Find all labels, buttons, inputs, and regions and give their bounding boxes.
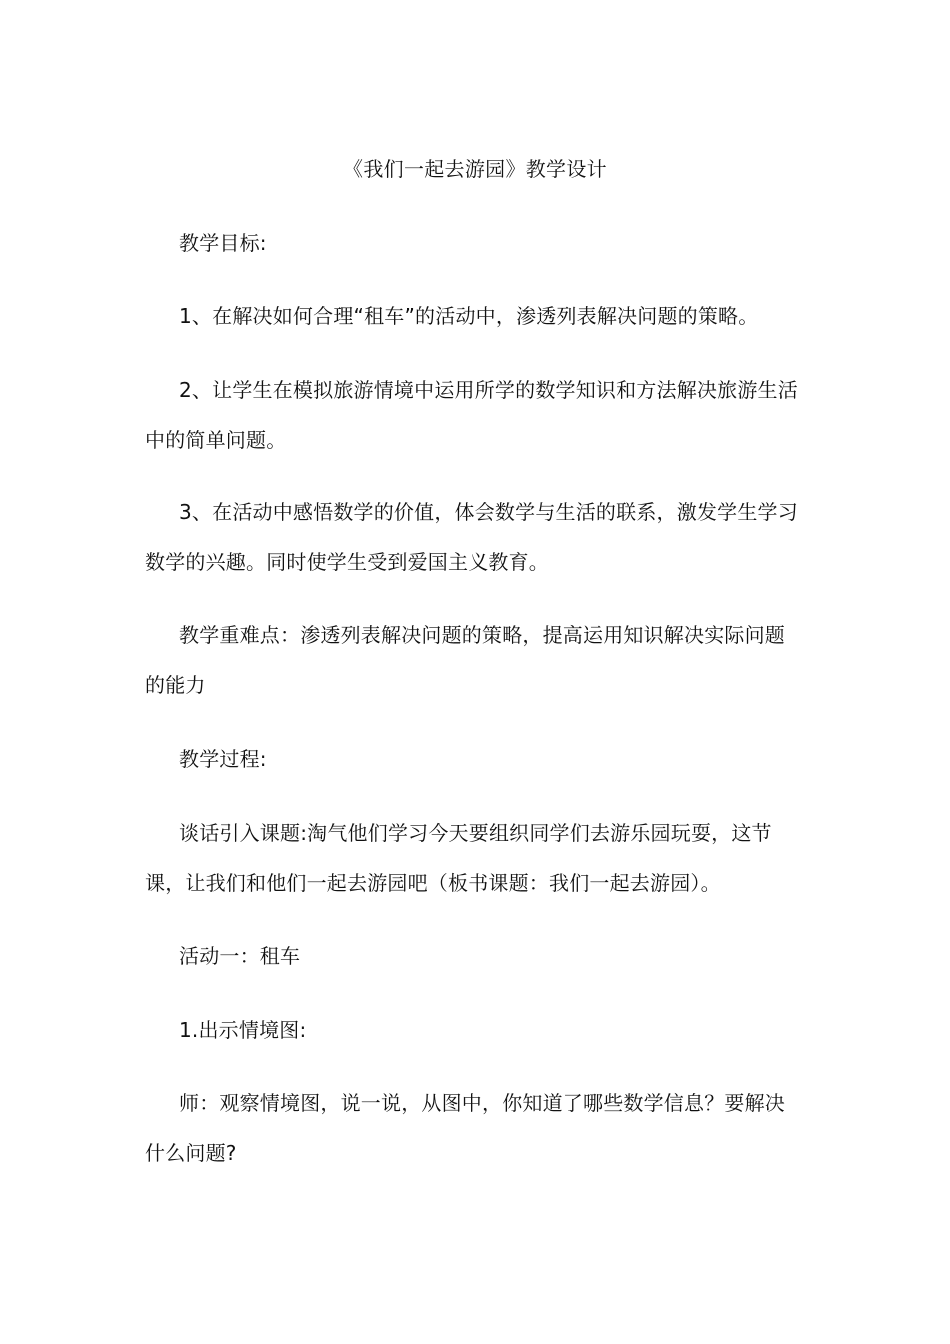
document-title: 《我们一起去游园》教学设计	[343, 157, 607, 181]
goal-item-1: 1、在解决如何合理“租车”的活动中，渗透列表解决问题的策略。	[179, 304, 759, 328]
intro-paragraph: 谈话引入课题:淘气他们学习今天要组织同学们去游乐园玩耍，这节课，让我们和他们一起去游园吧（板书课题：我们一起去游园）。	[145, 821, 772, 895]
goal-item-3: 3、在活动中感悟数学的价值，体会数学与生活的联系，激发学生学习数学的兴趣。同时使学生受到爱国主义教育。	[145, 500, 798, 574]
teacher-question: 师：观察情境图，说一说，从图中，你知道了哪些数学信息？要解决什么问题?	[145, 1091, 785, 1165]
goal-item-2: 2、让学生在模拟旅游情境中运用所学的数学知识和方法解决旅游生活中的简单问题。	[145, 378, 798, 452]
show-scene-step: 1.出示情境图:	[179, 1018, 307, 1042]
activity-one-heading: 活动一：租车	[179, 944, 301, 968]
key-difficulties: 教学重难点：渗透列表解决问题的策略，提高运用知识解决实际问题的能力	[145, 623, 785, 697]
heading-teaching-process: 教学过程:	[179, 747, 267, 771]
heading-teaching-goals: 教学目标:	[179, 231, 267, 255]
